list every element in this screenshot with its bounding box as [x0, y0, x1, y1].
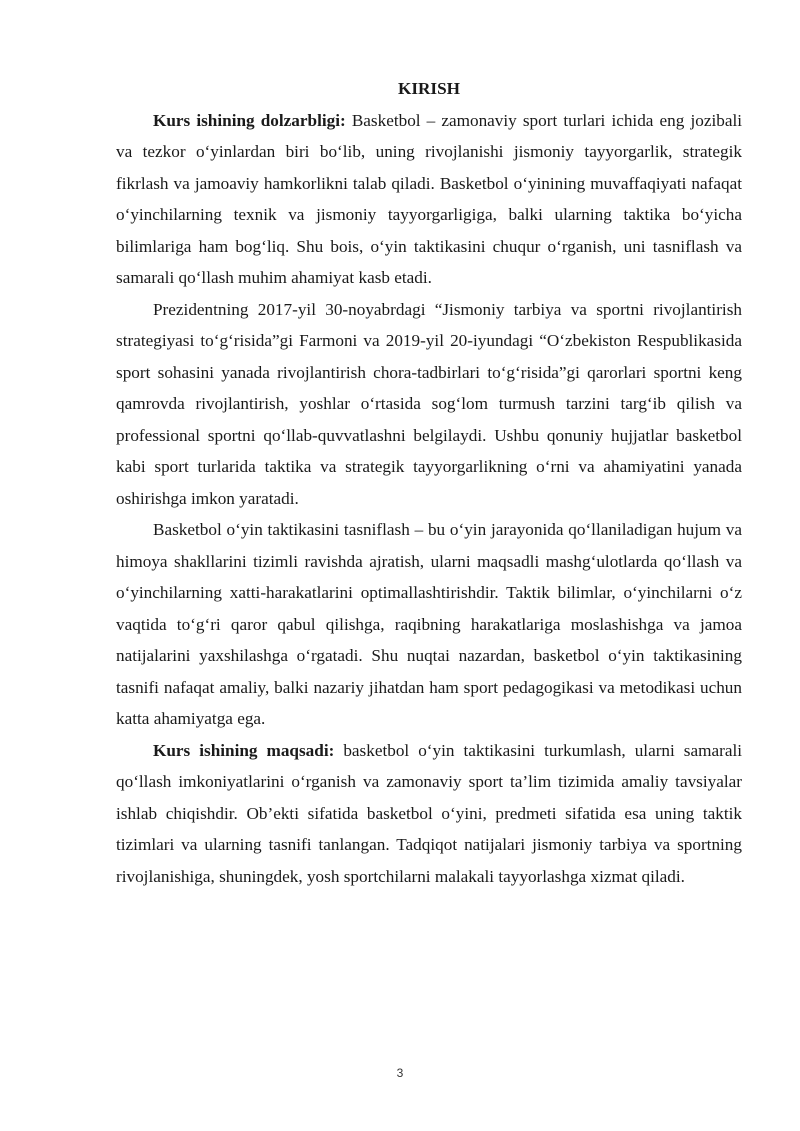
section-title: KIRISH [397, 79, 461, 98]
paragraph-text: Basketbol o‘yin taktikasini tasniflash – bu o‘yin jarayonida qo‘llaniladigan hujum va himoya shakllarini tizimli ravishda ajratish, ularni maqsadli mashg‘ulotlarda qo‘llash va o‘yinchilarning xatti-harakatlarini optimallashtirishdir. Taktik bilimlar, o‘yinchilarni o‘z vaqtida to‘g‘ri qaror qabul qilishga, raqibning harakatlariga moslashishga va jamoa natijalarini yaxshilashga o‘rgatadi. Shu nuqtai nazardan, basketbol o‘yin taktikasining tasnifi nafaqat amaliy, balki nazariy jihatdan ham sport pedagogikasi va metodikasi uchun katta ahamiyatga ega. [116, 520, 742, 728]
page-body [116, 73, 742, 892]
paragraph-text: Basketbol – zamonaviy sport turlari ichida eng jozibali va tezkor o‘yinlardan biri bo‘lib, uning rivojlanishi jismoniy tayyorgarlik, strategik fikrlash va jamoaviy hamkorlikni talab qiladi. Basketbol o‘yinining muvaffaqiyati nafaqat o‘yinchilarning texnik va jismoniy tayyorgarligiga, balki ularning taktika bo‘yicha bilimlariga ham bog‘liq. Shu bois, o‘yin taktikasini chuqur o‘rganish, uni tasniflash va samarali qo‘llash muhim ahamiyat kasb etadi. [116, 110, 742, 287]
paragraph-relevance [116, 105, 742, 294]
paragraph-text: basketbol o‘yin taktikasini turkumlash, ularni samarali qo‘llash imkoniyatlarini o‘rganish va zamonaviy sport ta’lim tizimida amaliy tavsiyalar ishlab chiqishdir. Ob’ekti sifatida basketbol o‘yini, predmeti sifatida esa uning taktik tizimlari va ularning tasnifi tanlangan. Tadqiqot natijalari jismoniy tarbiya va sportning rivojlanishiga, shuningdek, yosh sportchilarni malakali tayyorlashga xizmat qiladi. [116, 740, 743, 886]
page-number: 3 [396, 1066, 404, 1080]
paragraph-legislation [116, 294, 742, 515]
paragraph-classification [116, 514, 742, 735]
paragraph-text: Prezidentning 2017-yil 30-noyabrdagi “Jismoniy tarbiya va sportni rivojlantirish strategiyasi to‘g‘risida”gi Farmoni va 2019-yil 20-iyundagi “O‘zbekiston Respublikasida sport sohasini yanada rivojlantirish chora-tadbirlari to‘g‘risida”gi qarorlari sportni keng qamrovda rivojlantirish, yoshlar o‘rtasida sog‘lom turmush tarzini targ‘ib qilish va professional sportni qo‘llab-quvvatlashni belgilaydi. Ushbu qonuniy hujjatlar basketbol kabi sport turlarida taktika va strategik tayyorgarlikning o‘rni va ahamiyatini yanada oshirishga imkon yaratadi. [116, 299, 742, 508]
paragraph-lead: Kurs ishining maqsadi: [153, 740, 335, 760]
paragraph-lead: Kurs ishining dolzarbligi: [153, 110, 346, 130]
paragraph-goal [116, 735, 742, 893]
